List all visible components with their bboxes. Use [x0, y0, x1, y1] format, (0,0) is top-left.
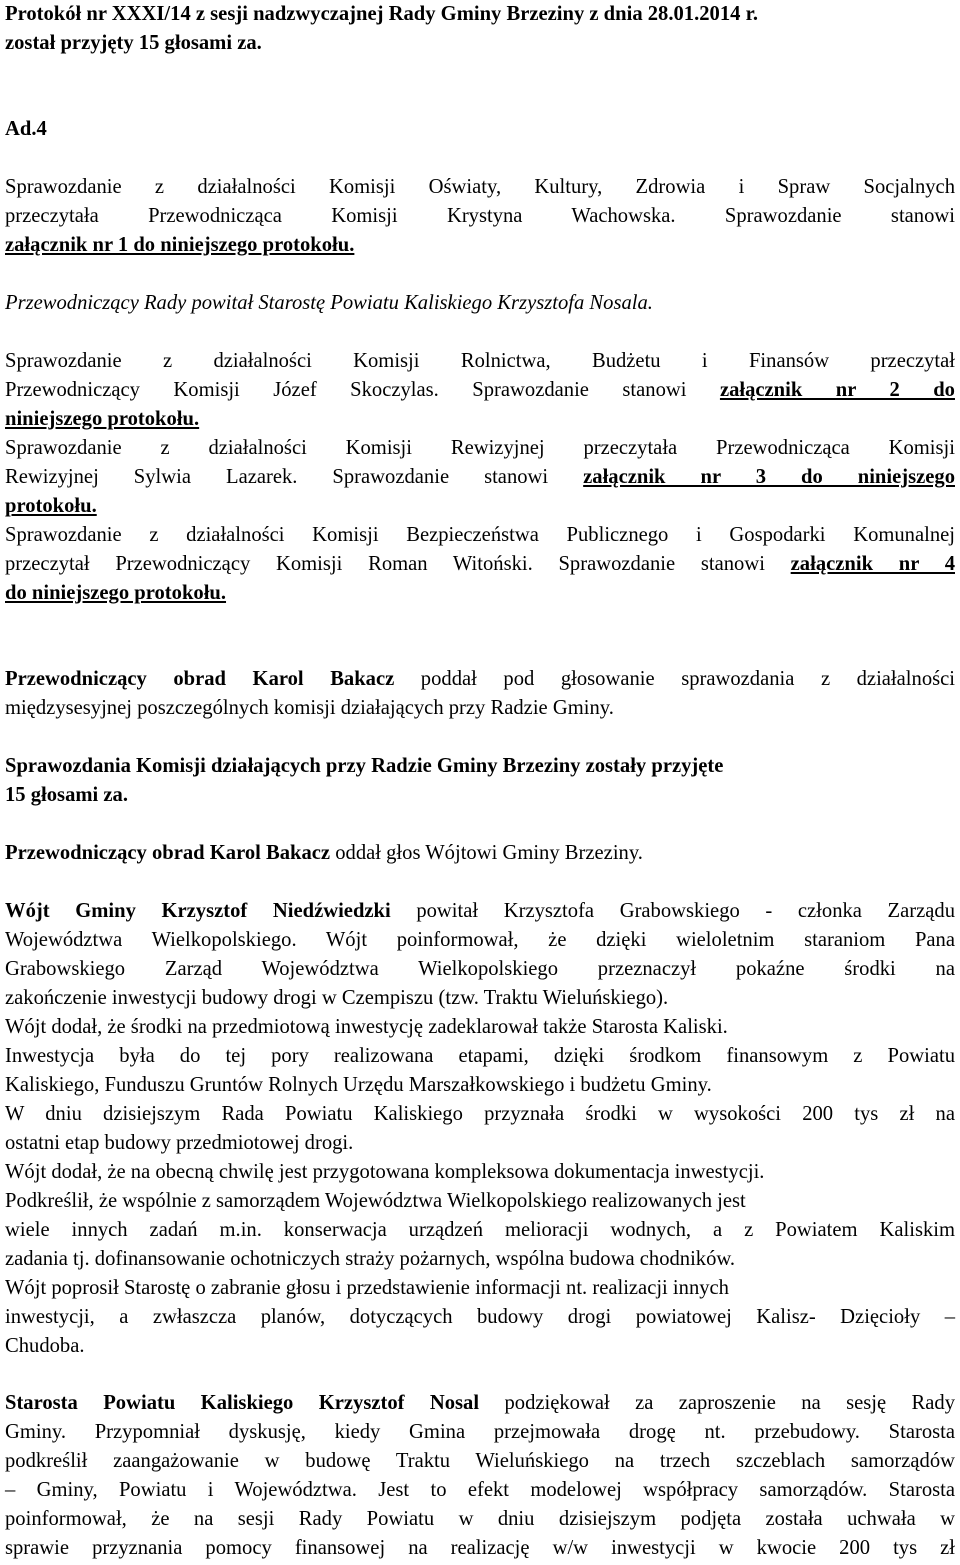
- paragraph-report-security: [5, 521, 955, 608]
- p9-line-10: Podkreślił, że wspólnie z samorządem Województwa Wielkopolskiego realizowanych jest: [5, 1190, 746, 1212]
- p9-line-0: [5, 897, 955, 926]
- p6-line-1: [5, 665, 955, 694]
- header-line-1: Protokół nr XXXI/14 z sesji nadzwyczajnej Rady Gminy Brzeziny z dnia 28.01.2014 r.: [5, 3, 758, 25]
- p9-line-9: Wójt dodał, że na obecną chwilę jest przygotowana kompleksowa dokumentacja inwestycji.: [5, 1161, 765, 1183]
- p10-line-0: [5, 1389, 955, 1418]
- paragraph-report-audit: [5, 434, 955, 521]
- p9-line-14: inwestycji, a zwłaszcza planów, dotyczących budowy drogi powiatowej Kalisz- Dzięcioły –: [5, 1306, 955, 1328]
- p4-line-2: [5, 463, 955, 492]
- p1-line-1: Sprawozdanie z działalności Komisji Oświaty, Kultury, Zdrowia i Spraw Socjalnych: [5, 176, 955, 198]
- p9-bold: Wójt Gminy Krzysztof Niedźwiedzki: [5, 900, 391, 922]
- attachment-2-link-cont: niniejszego protokołu.: [5, 408, 200, 430]
- attachment-3-link: załącznik nr 3 do niniejszego: [583, 466, 955, 488]
- p10-line-4: poinformował, że na sesji Rady Powiatu w dniu dzisiejszym podjęta została uchwała w: [5, 1508, 955, 1530]
- paragraph-report-agriculture: [5, 347, 955, 434]
- protocol-header: [5, 0, 955, 58]
- p5-line-2a: przeczytał Przewodniczący Komisji Roman Witoński. Sprawozdanie stanowi: [5, 553, 791, 575]
- p9-line-0-text: powitał Krzysztofa Grabowskiego - członka Zarządu: [390, 900, 956, 922]
- p9-line-2: Grabowskiego Zarząd Województwa Wielkopolskiego przeznaczył pokaźne środki na: [5, 958, 955, 980]
- p5-line-1: Sprawozdanie z działalności Komisji Bezpieczeństwa Publicznego i Gospodarki Komunalnej: [5, 524, 955, 546]
- p6-line-2: międzysesyjnej poszczególnych komisji działających przy Radzie Gminy.: [5, 697, 614, 719]
- p10-line-2: podkreślił zaangażowanie w budowę Traktu Wieluńskiego na trzech szczeblach samorządów: [5, 1450, 955, 1472]
- p9-line-7: W dniu dzisiejszym Rada Powiatu Kaliskiego przyznała środki w wysokości 200 tys zł na: [5, 1103, 955, 1125]
- p1-line-2: [5, 202, 955, 231]
- p9-line-13: Wójt poprosił Starostę o zabranie głosu i przedstawienie informacji nt. realizacji innych: [5, 1277, 729, 1299]
- p3-line-2: [5, 376, 955, 405]
- p3-line-2a: Przewodniczący Komisji Józef Skoczylas. Sprawozdanie stanowi: [5, 379, 720, 401]
- paragraph-greeting-starosta: Przewodniczący Rady powitał Starostę Powiatu Kaliskiego Krzysztofa Nosala.: [5, 292, 653, 314]
- p10-line-3: – Gminy, Powiatu i Województwa. Jest to efekt modelowej współpracy samorządów. Starosta: [5, 1479, 955, 1501]
- p7-line-2: 15 głosami za.: [5, 784, 128, 806]
- p9-line-5: Inwestycja była do tej pory realizowana etapami, dzięki środkom finansowym z Powiatu: [5, 1045, 955, 1067]
- attachment-3-link-cont: protokołu.: [5, 495, 97, 517]
- p10-line-5: sprawie przyznania pomocy finansowej na realizację w/w inwestycji w kwocie 200 tys zł: [5, 1537, 955, 1559]
- p10-line-0-text: podziękował za zaproszenie na sesję Rady: [479, 1392, 955, 1414]
- p9-line-4: Wójt dodał, że środki na przedmiotową inwestycję zadeklarował także Starosta Kaliski.: [5, 1016, 728, 1038]
- p1-line-2b: Sprawozdanie stanowi: [724, 205, 955, 227]
- p9-line-6: Kaliskiego, Funduszu Gruntów Rolnych Urzędu Marszałkowskiego i budżetu Gminy.: [5, 1074, 712, 1096]
- paragraph-floor-to-wojt: [5, 839, 955, 868]
- p8-bold: Przewodniczący obrad Karol Bakacz: [5, 842, 331, 864]
- header-line-2: został przyjęty 15 głosami za.: [5, 32, 262, 54]
- paragraph-vote-result: [5, 752, 955, 810]
- p6-line-1-text: poddał pod głosowanie sprawozdania z działalności: [394, 668, 955, 690]
- p1-line-2a: przeczytała Przewodnicząca Komisji Krystyna Wachowska.: [5, 205, 725, 227]
- p4-line-1: Sprawozdanie z działalności Komisji Rewizyjnej przeczytała Przewodnicząca Komisji: [5, 437, 955, 459]
- p5-line-2: [5, 550, 955, 579]
- paragraph-wojt-speech: [5, 897, 955, 1361]
- attachment-4-link: załącznik nr 4: [790, 553, 955, 575]
- paragraph-report-education: [5, 173, 955, 260]
- p10-line-1: Gminy. Przypomniał dyskusję, kiedy Gmina przejmowała drogę nt. przebudowy. Starosta: [5, 1421, 955, 1443]
- attachment-2-link: załącznik nr 2 do: [719, 379, 955, 401]
- p7-line-1: Sprawozdania Komisji działających przy Radzie Gminy Brzeziny zostały przyjęte: [5, 755, 724, 777]
- attachment-1-link: załącznik nr 1 do niniejszego protokołu.: [5, 234, 355, 256]
- p3-line-1: Sprawozdanie z działalności Komisji Rolnictwa, Budżetu i Finansów przeczytał: [5, 350, 955, 372]
- p9-line-3: zakończenie inwestycji budowy drogi w Czempiszu (tzw. Traktu Wieluńskiego).: [5, 987, 669, 1009]
- paragraph-vote: [5, 665, 955, 723]
- p8-rest: oddał głos Wójtowi Gminy Brzeziny.: [330, 842, 643, 864]
- paragraph-starosta-speech: [5, 1389, 955, 1563]
- p4-line-2a: Rewizyjnej Sylwia Lazarek. Sprawozdanie stanowi: [5, 466, 584, 488]
- p9-line-1: Województwa Wielkopolskiego. Wójt poinformował, że dzięki wieloletnim staraniom Pana: [5, 929, 955, 951]
- p9-line-15: Chudoba.: [5, 1335, 85, 1357]
- agenda-item-label: Ad.4: [5, 118, 47, 140]
- p10-bold: Starosta Powiatu Kaliskiego Krzysztof Nosal: [5, 1392, 480, 1414]
- attachment-4-link-cont: do niniejszego protokołu.: [5, 582, 227, 604]
- p6-bold: Przewodniczący obrad Karol Bakacz: [5, 668, 395, 690]
- p9-line-11: wiele innych zadań m.in. konserwacja urządzeń melioracji wodnych, a z Powiatem Kaliskim: [5, 1219, 955, 1241]
- p9-line-12: zadania tj. dofinansowanie ochotniczych straży pożarnych, wspólna budowa chodników.: [5, 1248, 736, 1270]
- p9-line-8: ostatni etap budowy przedmiotowej drogi.: [5, 1132, 354, 1154]
